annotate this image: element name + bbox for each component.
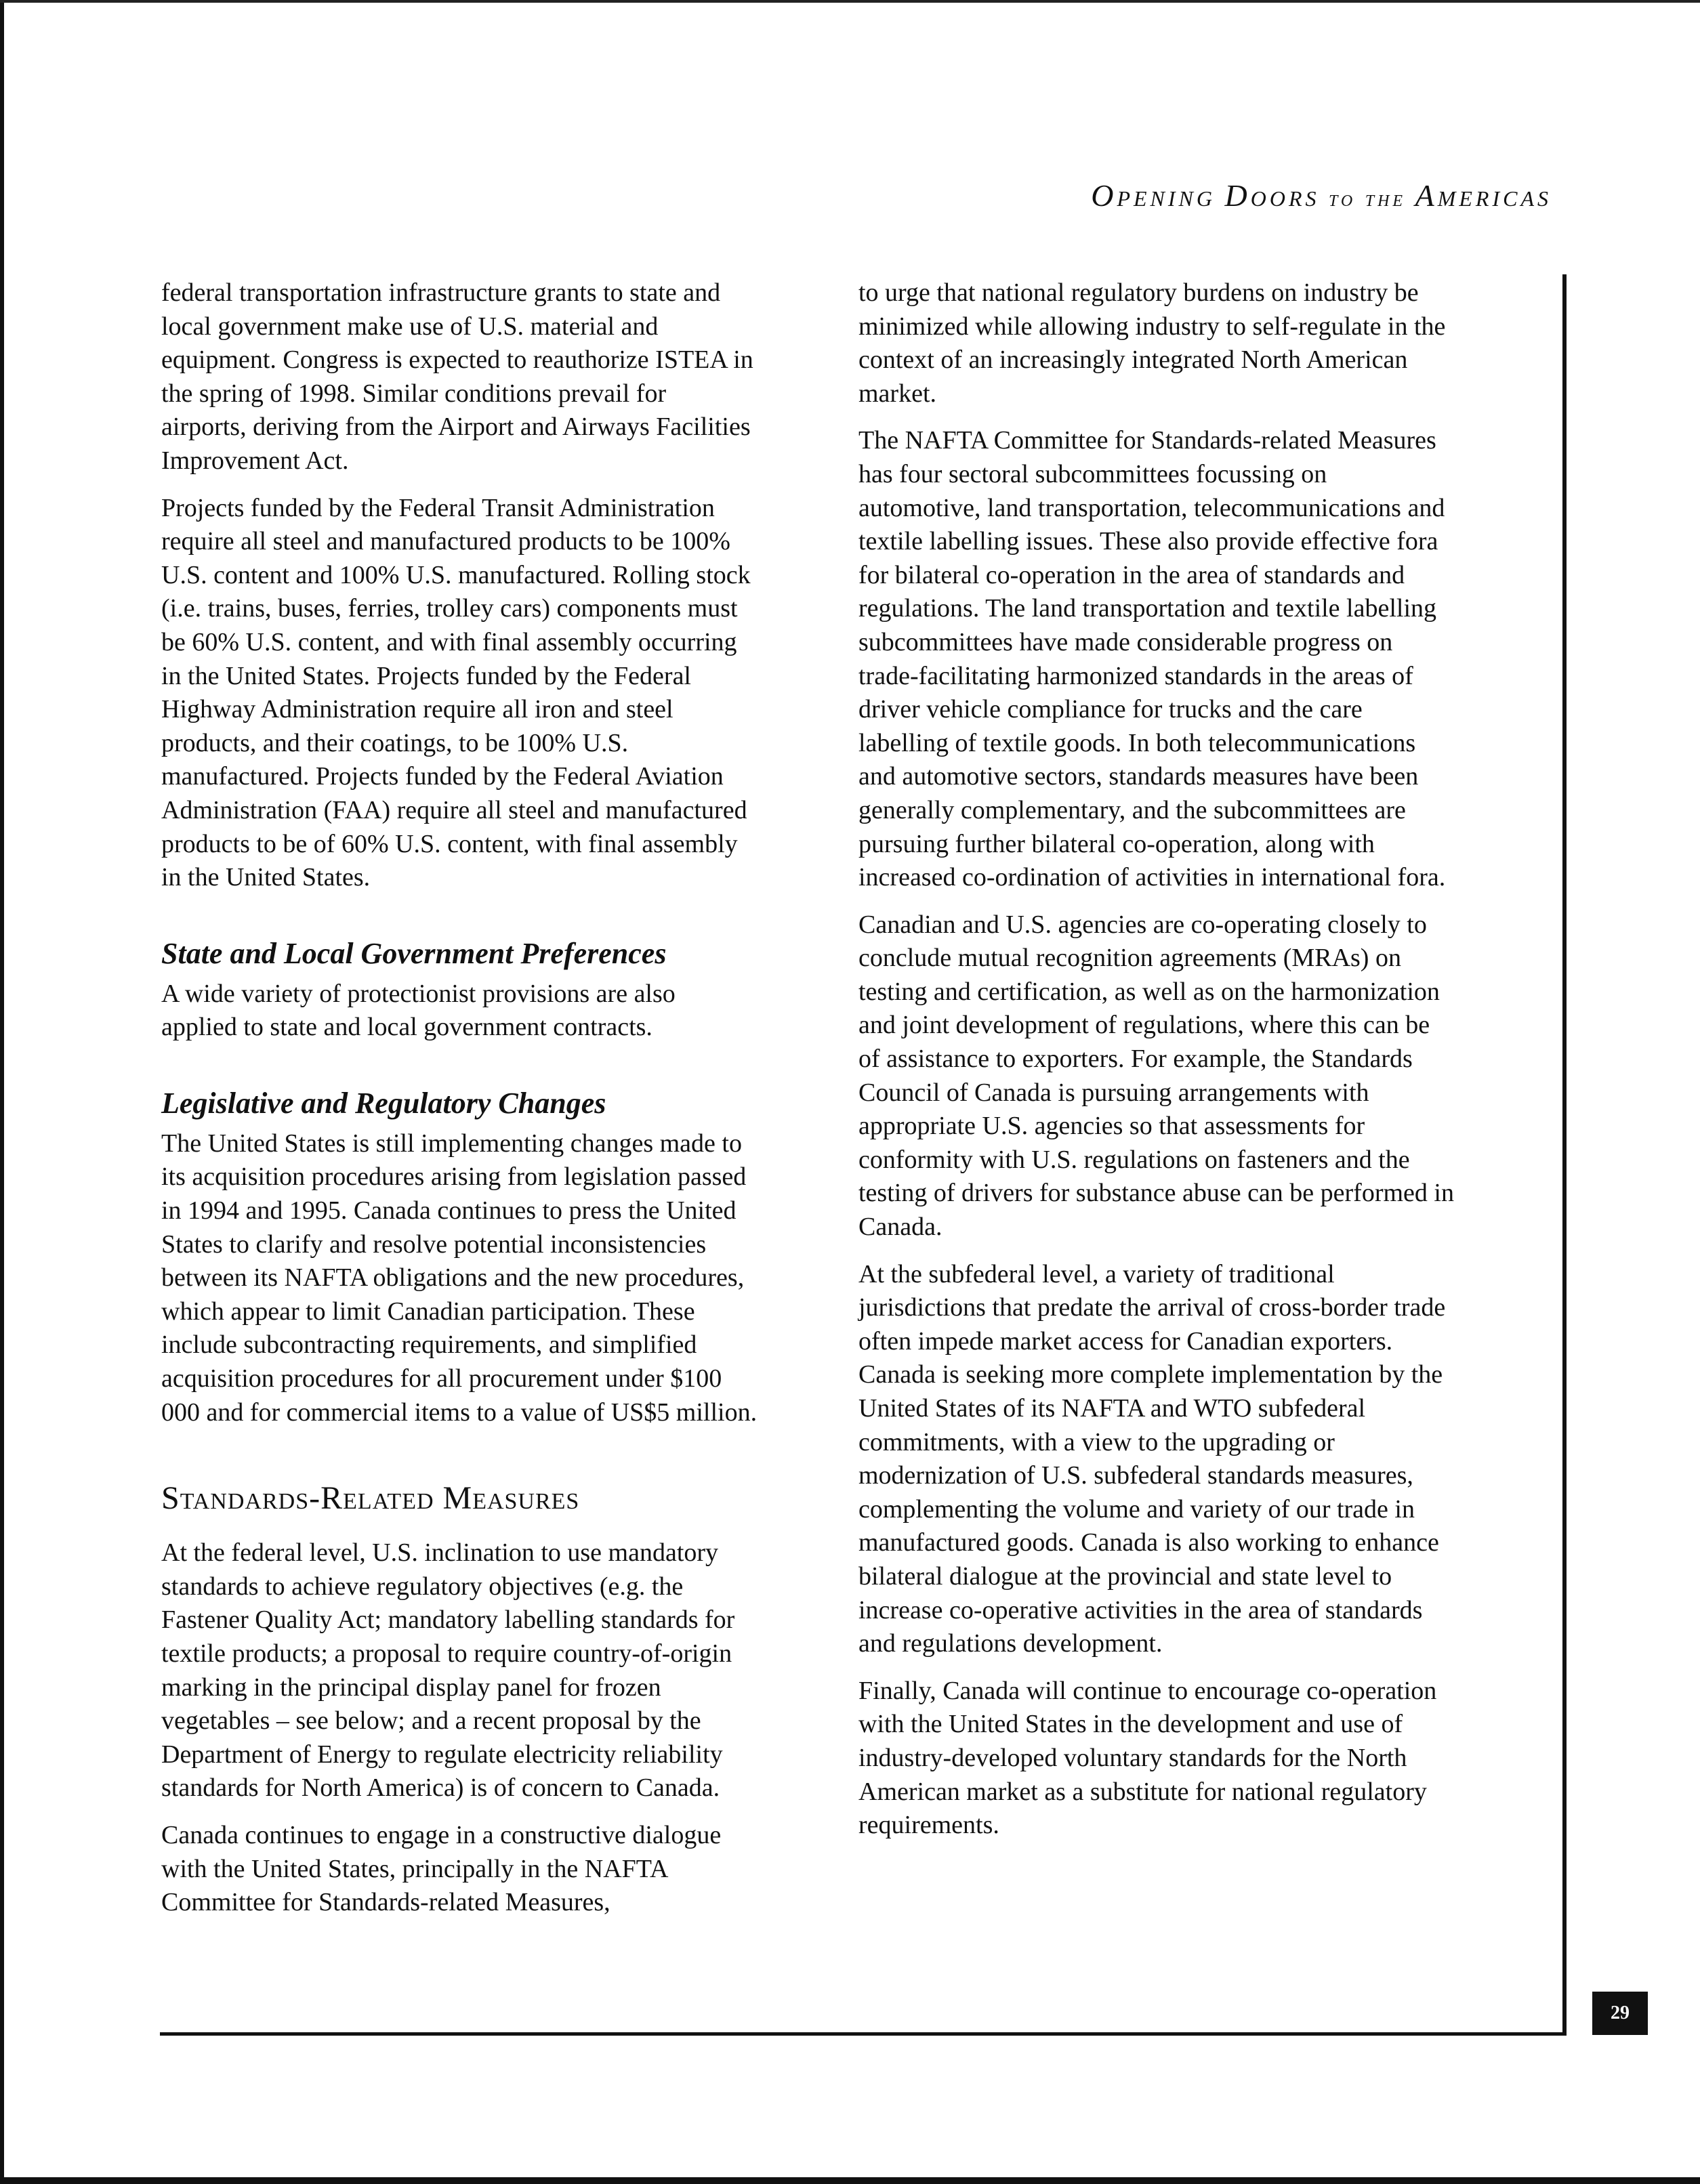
- running-head-word-3: to the: [1329, 186, 1407, 211]
- paragraph: to urge that national regulatory burdens on industry be minimized while allowing industry to self-regulate in the context of an increasingly integrated North American market.: [858, 278, 1446, 408]
- paragraph: Canada continues to engage in a constructive dialogue with the United States, principally in the NAFTA Committee for Standards-related Measures,: [161, 1820, 722, 1917]
- vertical-rule: [1562, 274, 1567, 2036]
- subheading-legislative: Legislative and Regulatory Changes: [161, 1086, 606, 1120]
- bottom-rule: [160, 2032, 1567, 2036]
- paragraph: At the federal level, U.S. inclination to use mandatory standards to achieve regulatory objectives (e.g. the Fastener Quality Act; mandatory labelling standards for textile products; a proposal to require country-of-origin marking in the principal display panel for frozen vegetables – see below; and a recent proposal by the Department of Energy to regulate electricity reliability standards for North America) is of concern to Canada.: [161, 1538, 735, 1803]
- paragraph: Projects funded by the Federal Transit Administration require all steel and manufactured products to be 100% U.S. content and 100% U.S. manufactured. Rolling stock (i.e. trains, buses, ferries, trolley cars) components must be 60% U.S. content, and with final assembly occurring in the United States. Projects funded by the Federal Highway Administration require all iron and steel products, and their coatings, to be 100% U.S. manufactured. Projects funded by the Federal Aviation Administration (FAA) require all steel and manufactured products to be of 60% U.S. content, with final assembly in the United States.: [161, 493, 751, 892]
- right-column: [858, 276, 1455, 1856]
- paragraph: Finally, Canada will continue to encourage co-operation with the United States in the development and use of industry-developed voluntary standards for the North American market as a substitute for national regulatory requirements.: [858, 1676, 1437, 1840]
- paragraph: At the subfederal level, a variety of traditional jurisdictions that predate the arrival of cross-border trade often impede market access for Canadian exporters. Canada is seeking more complete implementation by the United States of its NAFTA and WTO subfederal commitments, with a view to the upgrading or modernization of U.S. subfederal standards measures, complementing the volume and variety of our trade in manufactured goods. Canada is also working to enhance bilateral dialogue at the provincial and state level to increase co-operative activities in the area of standards and regulations development.: [858, 1259, 1446, 1658]
- subheading-state-local: State and Local Government Preferences: [161, 936, 667, 970]
- running-head: [881, 177, 1552, 213]
- page-number-badge: [1592, 1992, 1648, 2035]
- page-number: 29: [1611, 2002, 1630, 2023]
- running-head-word-1: Opening: [1091, 178, 1216, 213]
- running-head-word-4: Americas: [1415, 178, 1552, 213]
- paragraph: The United States is still implementing changes made to its acquisition procedures arising from legislation passed in 1994 and 1995. Canada continues to press the United States to clarify and resolve potential inconsistencies between its NAFTA obligations and the new procedures, which appear to limit Canadian participation. These include subcontracting requirements, and simplified acquisition procedures for all procurement under $100 000 and for commercial items to a value of US$5 million.: [161, 1129, 758, 1427]
- section-heading-standards: Standards-Related Measures: [161, 1480, 580, 1517]
- scan-edge-bottom: [0, 2177, 1700, 2184]
- scan-edge-top: [0, 0, 1700, 3]
- paragraph: Canadian and U.S. agencies are co-operating closely to conclude mutual recognition agreements (MRAs) on testing and certification, as well as on the harmonization and joint development of regulations, where this can be of assistance to exporters. For example, the Standards Council of Canada is pursuing arrangements with appropriate U.S. agencies so that assessments for conformity with U.S. regulations on fasteners and the testing of drivers for substance abuse can be performed in Canada.: [858, 910, 1454, 1242]
- paragraph: federal transportation infrastructure grants to state and local government make use of U.S. material and equipment. Congress is expected to reauthorize ISTEA in the spring of 1998. Similar conditions prevail for airports, deriving from the Airport and Airways Facilities Improvement Act.: [161, 278, 753, 475]
- left-column: [161, 276, 758, 1933]
- running-head-word-2: Doors: [1224, 178, 1320, 213]
- paragraph: A wide variety of protectionist provisions are also applied to state and local government contracts.: [161, 979, 676, 1042]
- scan-edge-left: [0, 0, 4, 2184]
- paragraph: The NAFTA Committee for Standards-related Measures has four sectoral subcommittees focussing on automotive, land transportation, telecommunications and textile labelling issues. These also provide effective fora for bilateral co-operation in the area of standards and regulations. The land transportation and textile labelling subcommittees have made considerable progress on trade-facilitating harmonized standards in the areas of driver vehicle compliance for trucks and the care labelling of textile goods. In both telecommunications and automotive sectors, standards measures have been generally complementary, and the subcommittees are pursuing further bilateral co-operation, along with increased co-ordination of activities in international fora.: [858, 426, 1446, 892]
